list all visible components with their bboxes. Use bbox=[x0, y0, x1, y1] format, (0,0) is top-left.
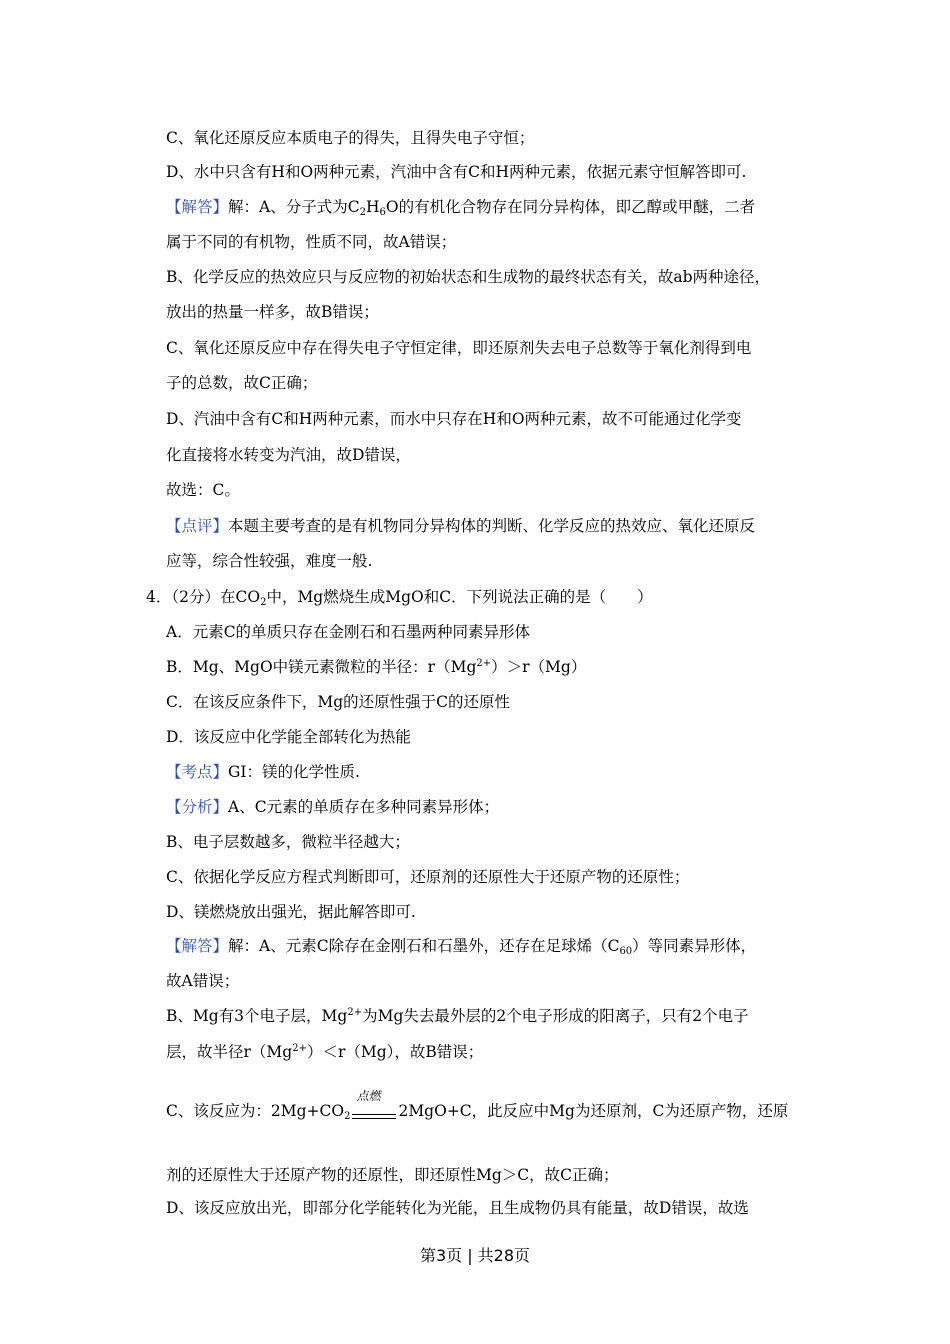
answer-tag: 【解答】 bbox=[166, 198, 229, 216]
answer-tag: 【解答】 bbox=[166, 937, 229, 955]
analysis-line bbox=[166, 797, 499, 817]
line-text: D．该反应中化学能全部转化为热能 bbox=[166, 728, 411, 746]
option-a bbox=[166, 622, 530, 642]
condition-text: 点燃 bbox=[356, 1089, 381, 1103]
equals-bar-top bbox=[352, 1114, 396, 1115]
line-text: 中，Mg燃烧生成MgO和C．下列说法正确的是（ ） bbox=[266, 588, 653, 606]
line-text: 子的总数，故C正确； bbox=[166, 374, 318, 392]
line-text: 层，故半径r（Mg bbox=[166, 1043, 293, 1061]
line-text: B、电子层数越多，微粒半径越大； bbox=[166, 833, 410, 851]
line-text: D、镁燃烧放出强光，据此解答即可. bbox=[166, 903, 416, 921]
line-text: 解：A、元素C除存在金刚石和石墨外，还存在足球烯（C bbox=[228, 937, 620, 955]
text-line bbox=[166, 832, 410, 852]
text-line bbox=[166, 338, 751, 358]
line-text: A、C元素的单质存在多种同素异形体； bbox=[228, 798, 500, 816]
option-b bbox=[166, 657, 586, 677]
text-line bbox=[166, 1006, 749, 1026]
line-text: O的有机化合物存在同分异构体，即乙醇或甲醚，二者 bbox=[385, 198, 756, 216]
line-text: B．Mg、MgO中镁元素微粒的半径：r（Mg bbox=[166, 658, 477, 676]
comment-tag: 【点评】 bbox=[166, 517, 229, 535]
text-line bbox=[166, 409, 742, 429]
line-text: D、水中只含有H和O两种元素，汽油中含有C和H两种元素，依据元素守恒解答即可. bbox=[166, 163, 747, 181]
line-text: ）＜r（Mg），故B错误； bbox=[306, 1043, 484, 1061]
subscript: 6 bbox=[379, 207, 386, 218]
page-footer: 第3页 | 共28页 bbox=[419, 1246, 531, 1265]
superscript: 2+ bbox=[292, 1043, 307, 1054]
line-text: D、该反应放出光，即部分化学能转化为光能，且生成物仍具有能量，故D错误，故选 bbox=[166, 1199, 749, 1217]
subscript: 2 bbox=[359, 207, 366, 218]
line-text: 为Mg失去最外层的2个电子形成的阳离子，只有2个电子 bbox=[362, 1007, 749, 1025]
line-text: 剂的还原性大于还原产物的还原性，即还原性Mg＞C，故C正确； bbox=[166, 1166, 619, 1184]
line-text: 2MgO+C，此反应中Mg为还原剂，C为还原产物，还原 bbox=[398, 1102, 789, 1120]
subscript: 2 bbox=[344, 1111, 351, 1122]
comment-line bbox=[166, 516, 755, 536]
text-line bbox=[166, 867, 689, 887]
reaction-condition bbox=[350, 1089, 398, 1122]
text-line bbox=[166, 551, 372, 571]
text-line bbox=[166, 302, 379, 322]
knowledge-point-tag: 【考点】 bbox=[166, 763, 229, 781]
text-line bbox=[166, 373, 317, 393]
line-text: ）＞r（Mg） bbox=[491, 658, 587, 676]
text-line bbox=[166, 971, 239, 991]
superscript: 2+ bbox=[347, 1007, 363, 1018]
line-text: C、氧化还原反应本质电子的得失，且得失电子守恒； bbox=[166, 129, 535, 147]
line-text: （2分）在CO bbox=[171, 588, 261, 606]
answer-line bbox=[166, 936, 756, 956]
text-line bbox=[166, 267, 770, 287]
analysis-tag: 【分析】 bbox=[166, 798, 229, 816]
line-text: 化直接将水转变为汽油，故D错误， bbox=[166, 446, 411, 464]
equation-line bbox=[166, 1089, 789, 1122]
line-text: 故选：C。 bbox=[166, 481, 240, 499]
line-text: 放出的热量一样多，故B错误； bbox=[166, 303, 379, 321]
line-text: 本题主要考查的是有机物同分异构体的判断、化学反应的热效应、氧化还原反 bbox=[228, 517, 756, 535]
option-d bbox=[166, 727, 411, 747]
text-line bbox=[166, 445, 411, 465]
line-text: 应等，综合性较强，难度一般. bbox=[166, 552, 373, 570]
line-text: 解：A、分子式为C bbox=[228, 198, 360, 216]
line-text: B、Mg有3个电子层，Mg bbox=[166, 1007, 348, 1025]
line-text: C、氧化还原反应中存在得失电子守恒定律，即还原剂失去电子总数等于氧化剂得到电 bbox=[166, 339, 752, 357]
line-text: C、该反应为：2Mg+CO bbox=[166, 1102, 345, 1120]
text-line bbox=[166, 162, 746, 182]
text-line bbox=[166, 232, 456, 252]
equals-bar-bottom bbox=[352, 1118, 396, 1119]
subscript: 2 bbox=[260, 597, 267, 608]
text-line bbox=[166, 902, 416, 922]
knowledge-point-line bbox=[166, 762, 360, 782]
line-text: C、依据化学反应方程式判断即可，还原剂的还原性大于还原产物的还原性； bbox=[166, 868, 690, 886]
text-line bbox=[166, 1042, 483, 1062]
subscript: 60 bbox=[619, 946, 633, 957]
answer-line bbox=[166, 197, 755, 217]
line-text: H bbox=[365, 198, 380, 216]
line-text: C．在该反应条件下，Mg的还原性强于C的还原性 bbox=[166, 693, 511, 711]
option-c bbox=[166, 692, 510, 712]
text-line bbox=[166, 128, 534, 148]
text-line bbox=[166, 1198, 749, 1218]
text-line bbox=[166, 1165, 619, 1185]
line-text: 属于不同的有机物，性质不同，故A错误； bbox=[166, 233, 457, 251]
question-number: 4． bbox=[146, 588, 172, 606]
line-text: A．元素C的单质只存在金刚石和石墨两种同素异形体 bbox=[166, 623, 531, 641]
question-stem bbox=[146, 587, 653, 607]
line-text: GI：镁的化学性质. bbox=[228, 763, 360, 781]
line-text: 故A错误； bbox=[166, 972, 240, 990]
line-text: D、汽油中含有C和H两种元素，而水中只存在H和O两种元素，故不可能通过化学变 bbox=[166, 410, 742, 428]
superscript: 2+ bbox=[476, 658, 492, 669]
line-text: B、化学反应的热效应只与反应物的初始状态和生成物的最终状态有关，故ab两种途径， bbox=[166, 268, 771, 286]
line-text: ）等同素异形体， bbox=[632, 937, 757, 955]
text-line bbox=[166, 480, 240, 500]
